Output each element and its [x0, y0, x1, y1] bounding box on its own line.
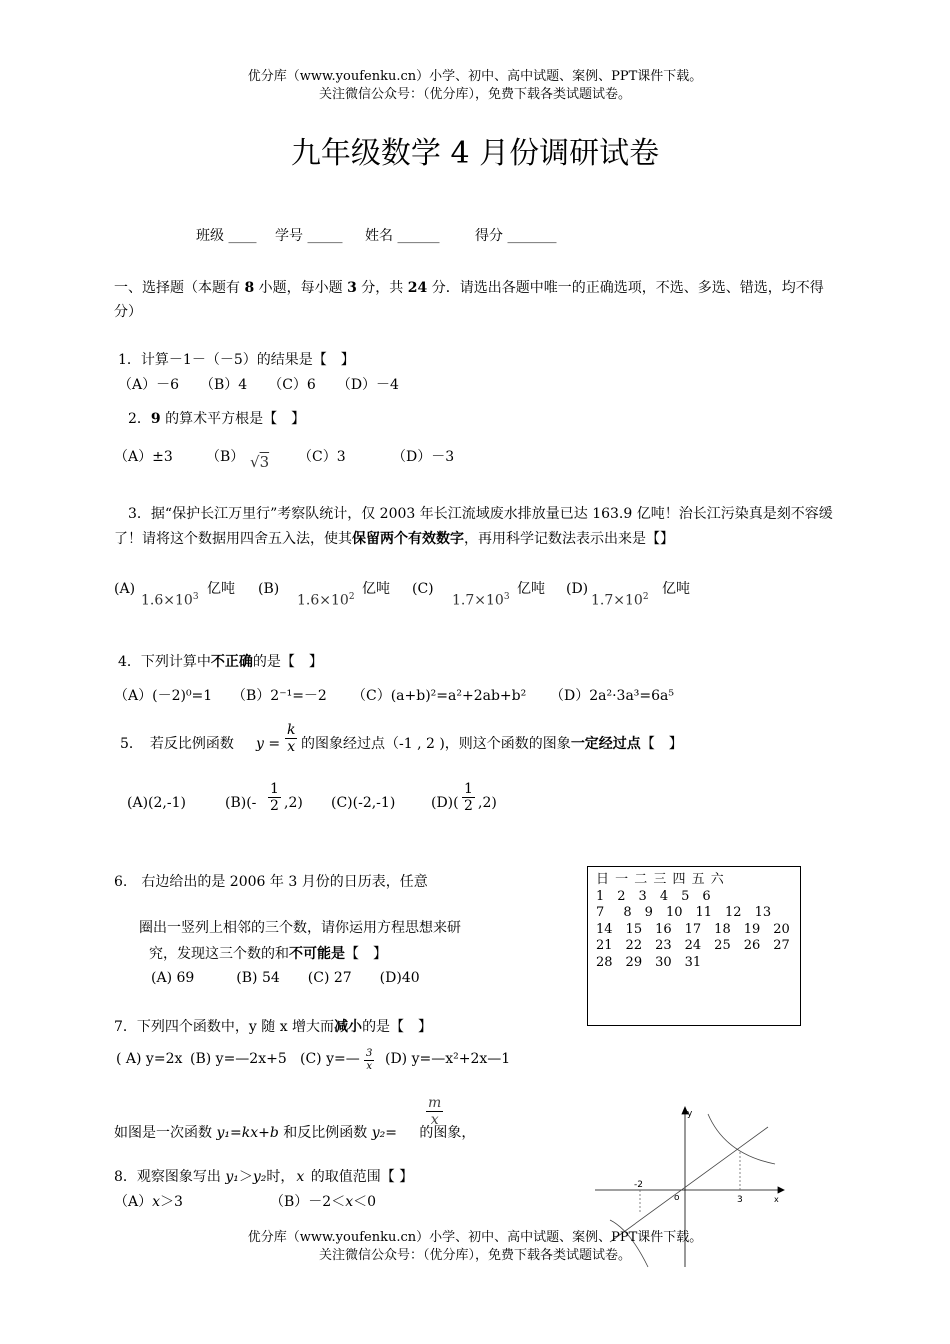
q5-option-d-a: (D)(	[431, 795, 459, 811]
q6-options: (A) 69 (B) 54 (C) 27 (D)40	[151, 970, 420, 986]
q8-fraction-m-over-x: $\frac{m}{x}$	[428, 1095, 442, 1128]
calendar-box	[587, 866, 801, 1026]
q3-option-a-unit: 亿吨	[207, 581, 235, 597]
q4-option-c: （C）(a+b)²=a²+2ab+b²	[352, 688, 527, 704]
q8-option-b: （B）－2＜x＜0	[270, 1194, 377, 1210]
q4-option-a: （A）(－2)⁰=1	[114, 688, 213, 704]
calendar-row: 1 2 3 4 5 6	[596, 888, 711, 904]
q7-option-a: ( A) y=2x	[116, 1051, 183, 1067]
q3-option-d-label: (D)	[566, 581, 589, 597]
graph-y-label: y	[687, 1109, 693, 1119]
graph-x-label: x	[774, 1195, 779, 1204]
q5-stem-b: 的图象经过点（-1 , 2 )，则这个函数的图象一定经过点【 】	[301, 736, 683, 752]
q5-stem-a: 5． 若反比例函数	[120, 736, 234, 752]
q7-option-b: (B) y=—2x+5	[190, 1051, 287, 1067]
graph-neg2-label: -2	[634, 1180, 643, 1190]
q3-stem: 3．据“保护长江万里行”考察队统计，仅 2003 年长江流域废水排放量已达 163.9 亿吨！治长江污染真是刻不容缓了！请将这个数据用四舍五入法，使其保留两个有效数字，再用科学记数法表示出来是【】	[114, 506, 833, 547]
q6-line-1: 6. 右边给出的是 2006 年 3 月份的日历表，任意	[114, 874, 428, 890]
calendar-row: 28 29 30 31	[596, 954, 702, 970]
q1-options: （A）－6 （B）4 （C）6 （D）－4	[118, 377, 399, 393]
q4-option-b: （B）2⁻¹=－2	[232, 688, 327, 704]
q8-option-a: （A）x＞3	[114, 1194, 183, 1210]
q5-fraction-k-over-x: $\frac{k}{x}$	[287, 722, 296, 755]
q3-option-a-label: (A)	[114, 581, 136, 597]
q2-option-d: （D）－3	[392, 449, 455, 465]
calendar-row: 21 22 23 24 25 26 27	[596, 938, 790, 953]
info-name: 姓名 ______	[365, 228, 440, 244]
q2-sqrt: √3	[250, 453, 270, 471]
q2-option-c: （C）3	[298, 449, 346, 465]
q8-stem: 8．观察图象写出 y₁＞y₂时， x 的取值范围【 】	[114, 1169, 414, 1185]
calendar-row: 7 8 9 10 11 12 13	[596, 905, 772, 920]
x-axis-arrow-icon	[778, 1187, 784, 1193]
q3-option-a-value: $1.6\times 10^3$	[141, 592, 199, 609]
q2-option-b: （B）	[206, 449, 245, 465]
q5-option-c: (C)(-2,-1)	[331, 795, 396, 811]
q5-option-d-fraction: $\frac{1}{2}$	[464, 781, 473, 814]
q3-option-d-unit: 亿吨	[662, 581, 690, 597]
q8-intro: 如图是一次函数 y₁=kx+b 和反比例函数 y₂= 的图象，	[114, 1125, 476, 1141]
q4-option-d: （D）2a²·3a³=6a⁵	[550, 688, 675, 704]
q7-option-c: (C) y=—	[300, 1051, 360, 1067]
q4-stem: 4．下列计算中不正确的是【 】	[118, 654, 323, 670]
q5-y: y =	[256, 736, 281, 752]
q3-option-c-value: $1.7\times 10^3$	[452, 592, 510, 609]
header-line-2: 关注微信公众号：（优分库），免费下载各类试题试卷。	[318, 87, 631, 102]
q3-option-c-unit: 亿吨	[517, 581, 545, 597]
q7-option-d: (D) y=—x²+2x—1	[385, 1051, 511, 1067]
q5-option-a: (A)(2,-1)	[127, 795, 186, 811]
calendar-header-row: 日 一 二 三 四 五 六	[596, 872, 724, 887]
calendar-row: 14 15 16 17 18 19 20	[596, 921, 790, 937]
q7-option-c-fraction: $\frac{3}{x}$	[366, 1048, 373, 1072]
footer-line-1: 优分库（www.youfenku.cn）小学、初中、高中试题、案例、PPT课件下载。	[247, 1230, 703, 1245]
header-line-1: 优分库（www.youfenku.cn）小学、初中、高中试题、案例、PPT课件下载。	[247, 69, 703, 84]
graph-3-label: 3	[737, 1195, 743, 1205]
q6-line-2: 圈出一竖列上相邻的三个数，请你运用方程思想来研	[139, 920, 461, 936]
q7-stem: 7．下列四个函数中，y 随 x 增大而减小的是【 】	[114, 1019, 433, 1035]
q3-option-c-label: (C)	[412, 581, 434, 597]
q2-option-a: （A）±3	[114, 449, 173, 465]
footer-line-2: 关注微信公众号：（优分库），免费下载各类试题试卷。	[318, 1248, 631, 1263]
q1-stem: 1．计算－1－（－5）的结果是【 】	[118, 352, 355, 368]
info-id: 学号 _____	[275, 228, 343, 244]
page-title: 九年级数学 4 月份调研试卷	[290, 136, 660, 171]
q5-option-d-b: ,2)	[478, 795, 497, 811]
q6-line-3: 究，发现这三个数的和不可能是【 】	[149, 946, 387, 962]
q2-stem: 2．9 的算术平方根是【 】	[128, 411, 306, 427]
info-class: 班级 ____	[196, 228, 257, 244]
q3-option-d-value: $1.7\times 10^2$	[591, 592, 649, 609]
q3-option-b-label: (B)	[258, 581, 280, 597]
info-score: 得分 _______	[475, 228, 557, 244]
q5-option-b-b: ,2)	[284, 795, 303, 811]
section1-intro: 一、选择题（本题有 8 小题，每小题 3 分，共 24 分．请选出各题中唯一的正确选项，不选、多选、错选，均不得分）	[114, 280, 824, 320]
q3-option-b-unit: 亿吨	[362, 581, 390, 597]
hyperbola-branch-1	[708, 1114, 775, 1164]
q5-option-b-a: (B)(-	[225, 795, 257, 811]
graph-origin-label: o	[674, 1193, 680, 1203]
q3-option-b-value: $1.6\times 10^2$	[297, 592, 355, 609]
q5-option-b-fraction: $\frac{1}{2}$	[270, 781, 279, 814]
